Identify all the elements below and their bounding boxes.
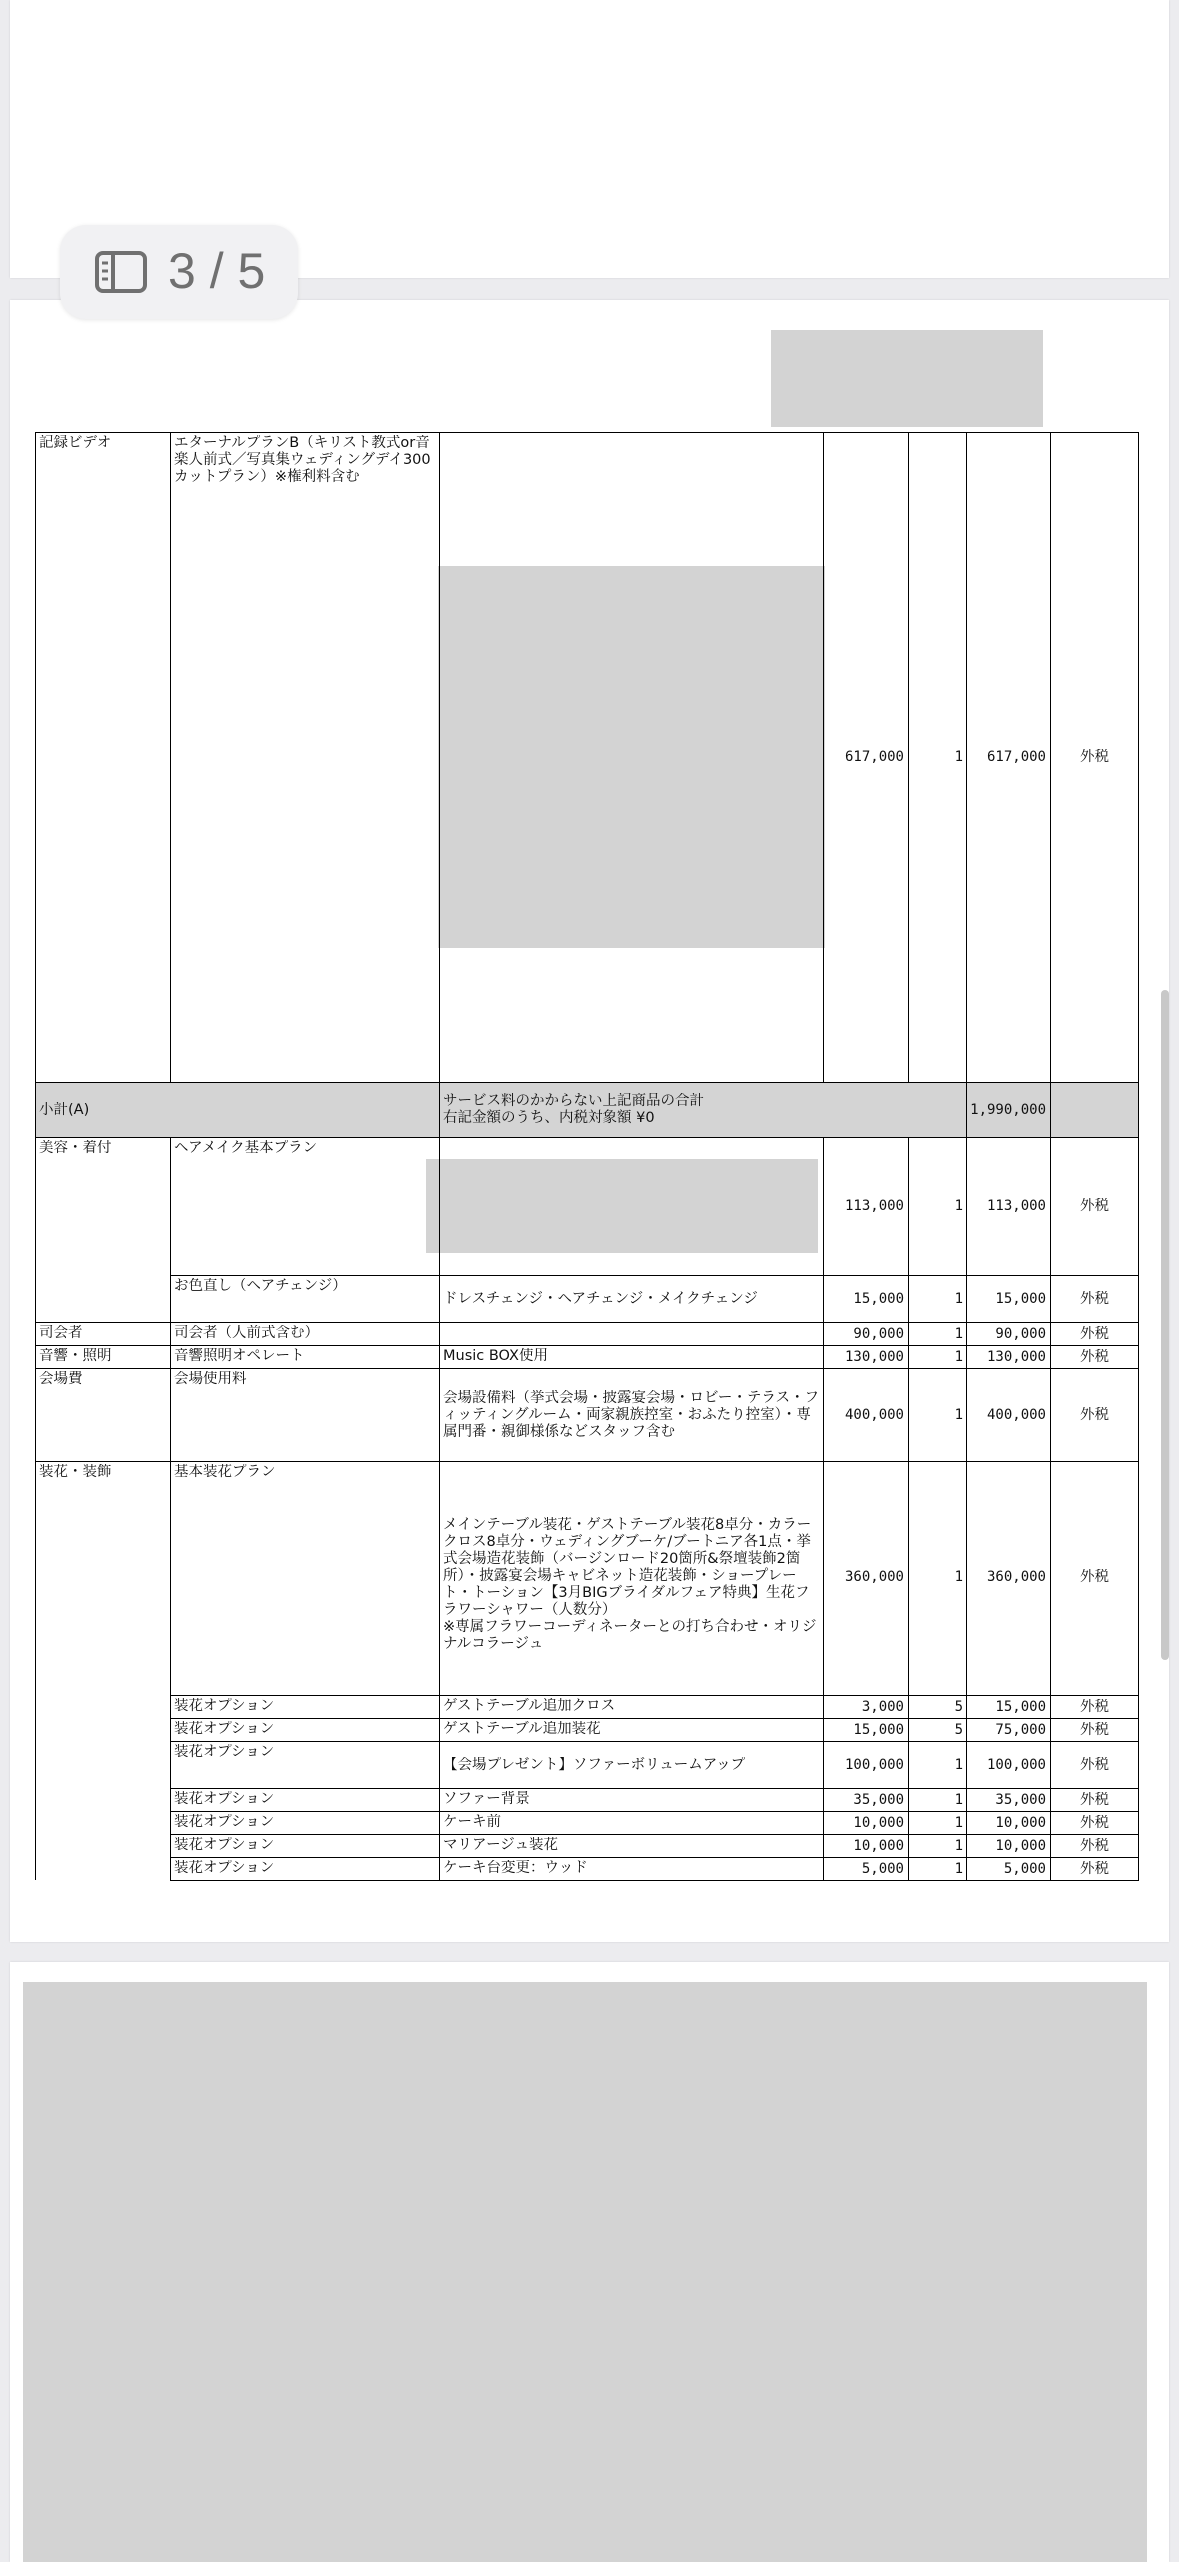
row-amount: 617,000 (986, 749, 1046, 765)
row-qty: 1 (954, 1326, 963, 1342)
row-amount: 35,000 (995, 1792, 1046, 1808)
row-tax: 外税 (1080, 1861, 1109, 1877)
row-item: ヘアメイク基本プラン (174, 1140, 318, 1156)
row-category: 司会者 (39, 1325, 83, 1341)
row-qty: 1 (954, 1792, 963, 1808)
row-tax: 外税 (1080, 1722, 1109, 1738)
row-tax: 外税 (1080, 1815, 1109, 1831)
row-desc: ドレスチェンジ・ヘアチェンジ・メイクチェンジ (443, 1291, 758, 1307)
redacted-video-image (438, 566, 825, 948)
row-item: お色直し（ヘアチェンジ） (174, 1278, 347, 1294)
row-category: 記録ビデオ (39, 435, 112, 451)
row-tax: 外税 (1080, 1757, 1109, 1773)
row-item: 装花オプション (174, 1744, 275, 1760)
row-price: 90,000 (853, 1326, 904, 1342)
row-qty: 1 (954, 749, 963, 765)
row-category: 美容・着付 (39, 1140, 112, 1156)
row-qty: 1 (954, 1407, 963, 1423)
row-item: 装花オプション (174, 1698, 275, 1714)
row-price: 15,000 (853, 1291, 904, 1307)
row-desc: 会場設備料（挙式会場・披露宴会場・ロビー・テラス・フィッティングルーム・両家親族控室・おふたり控室）・専属門番・親御様係などスタッフ含む (443, 1390, 819, 1440)
row-amount: 75,000 (995, 1722, 1046, 1738)
row-desc: ゲストテーブル追加装花 (443, 1721, 601, 1737)
row-qty: 1 (954, 1569, 963, 1585)
row-desc: ソファー背景 (443, 1791, 530, 1807)
row-tax: 外税 (1080, 1326, 1109, 1342)
redacted-page-content (23, 1982, 1147, 2562)
row-item: 装花オプション (174, 1860, 275, 1876)
row-tax: 外税 (1080, 1699, 1109, 1715)
row-price: 10,000 (853, 1815, 904, 1831)
row-desc: メインテーブル装花・ゲストテーブル装花8卓分・カラークロス8卓分・ウェディングブーケ/ブートニア各1点・挙式会場造花装飾（バージンロード20箇所&祭壇装飾2箇所）・披露宴会場キャビネット造花装飾・ショープレート・トーション【3月BIGブライダルフェア特典】生花フラワーシャワー（人数分） ※専属フラワーコーディネーターとの打ち合わせ・オリジナルコラージュ (443, 1517, 817, 1652)
row-qty: 1 (954, 1291, 963, 1307)
subtotal-label: 小計(A) (39, 1102, 90, 1118)
row-desc: マリアージュ装花 (443, 1837, 558, 1853)
page-indicator[interactable] (60, 225, 298, 319)
row-item: エターナルプランB（キリスト教式or音楽人前式／写真集ウェディングデイ300カットプラン）※権利料含む (174, 435, 431, 485)
row-category: 会場費 (39, 1371, 83, 1387)
row-amount: 360,000 (986, 1569, 1046, 1585)
row-tax: 外税 (1080, 1838, 1109, 1854)
row-tax: 外税 (1080, 1569, 1109, 1585)
row-amount: 130,000 (986, 1349, 1046, 1365)
row-amount: 10,000 (995, 1838, 1046, 1854)
redacted-header-block (771, 330, 1043, 427)
row-price: 100,000 (844, 1757, 904, 1773)
row-tax: 外税 (1080, 1291, 1109, 1307)
row-price: 130,000 (844, 1349, 904, 1365)
row-desc: 【会場プレゼント】ソファーボリュームアップ (443, 1757, 746, 1773)
next-page (10, 1962, 1169, 2562)
row-item: 音響照明オペレート (174, 1348, 305, 1364)
row-item: 司会者（人前式含む） (174, 1325, 319, 1341)
row-tax: 外税 (1080, 1349, 1109, 1365)
row-item: 装花オプション (174, 1814, 275, 1830)
row-category: 装花・装飾 (39, 1464, 112, 1480)
row-price: 5,000 (861, 1861, 904, 1877)
row-amount: 113,000 (986, 1198, 1046, 1214)
row-item: 会場使用料 (174, 1371, 247, 1387)
page-indicator-label: 3 / 5 (168, 243, 266, 299)
row-price: 15,000 (853, 1722, 904, 1738)
row-qty: 1 (954, 1838, 963, 1854)
row-amount: 90,000 (995, 1326, 1046, 1342)
row-desc: ケーキ前 (443, 1814, 501, 1830)
row-tax: 外税 (1080, 1407, 1109, 1423)
row-tax: 外税 (1080, 749, 1109, 765)
row-desc: ゲストテーブル追加クロス (443, 1698, 616, 1714)
row-qty: 1 (954, 1861, 963, 1877)
row-qty: 1 (954, 1198, 963, 1214)
subtotal-note: サービス料のかからない上記商品の合計 右記金額のうち、内税対象額 ¥0 (443, 1093, 704, 1126)
row-price: 3,000 (861, 1699, 904, 1715)
row-price: 35,000 (853, 1792, 904, 1808)
row-item: 装花オプション (174, 1721, 275, 1737)
scrollbar[interactable] (1161, 990, 1169, 1660)
row-amount: 15,000 (995, 1699, 1046, 1715)
row-tax: 外税 (1080, 1792, 1109, 1808)
row-price: 400,000 (844, 1407, 904, 1423)
row-amount: 100,000 (986, 1757, 1046, 1773)
row-price: 617,000 (844, 749, 904, 765)
row-category: 音響・照明 (39, 1348, 112, 1364)
row-qty: 5 (954, 1699, 963, 1715)
row-amount: 10,000 (995, 1815, 1046, 1831)
sidebar-icon (94, 250, 148, 294)
redacted-hair-image (426, 1159, 818, 1253)
row-qty: 5 (954, 1722, 963, 1738)
row-tax: 外税 (1080, 1198, 1109, 1214)
row-amount: 15,000 (995, 1291, 1046, 1307)
row-desc: Music BOX使用 (443, 1348, 548, 1364)
row-item: 基本装花プラン (174, 1464, 276, 1480)
row-qty: 1 (954, 1815, 963, 1831)
row-price: 113,000 (844, 1198, 904, 1214)
quote-table (35, 432, 1139, 1880)
row-desc: ケーキ台変更：ウッド (443, 1860, 588, 1876)
row-amount: 5,000 (1003, 1861, 1046, 1877)
row-qty: 1 (954, 1349, 963, 1365)
row-qty: 1 (954, 1757, 963, 1773)
row-price: 10,000 (853, 1838, 904, 1854)
subtotal-amount: 1,990,000 (970, 1102, 1046, 1118)
row-amount: 400,000 (986, 1407, 1046, 1423)
row-item: 装花オプション (174, 1791, 275, 1807)
row-item: 装花オプション (174, 1837, 275, 1853)
row-price: 360,000 (844, 1569, 904, 1585)
